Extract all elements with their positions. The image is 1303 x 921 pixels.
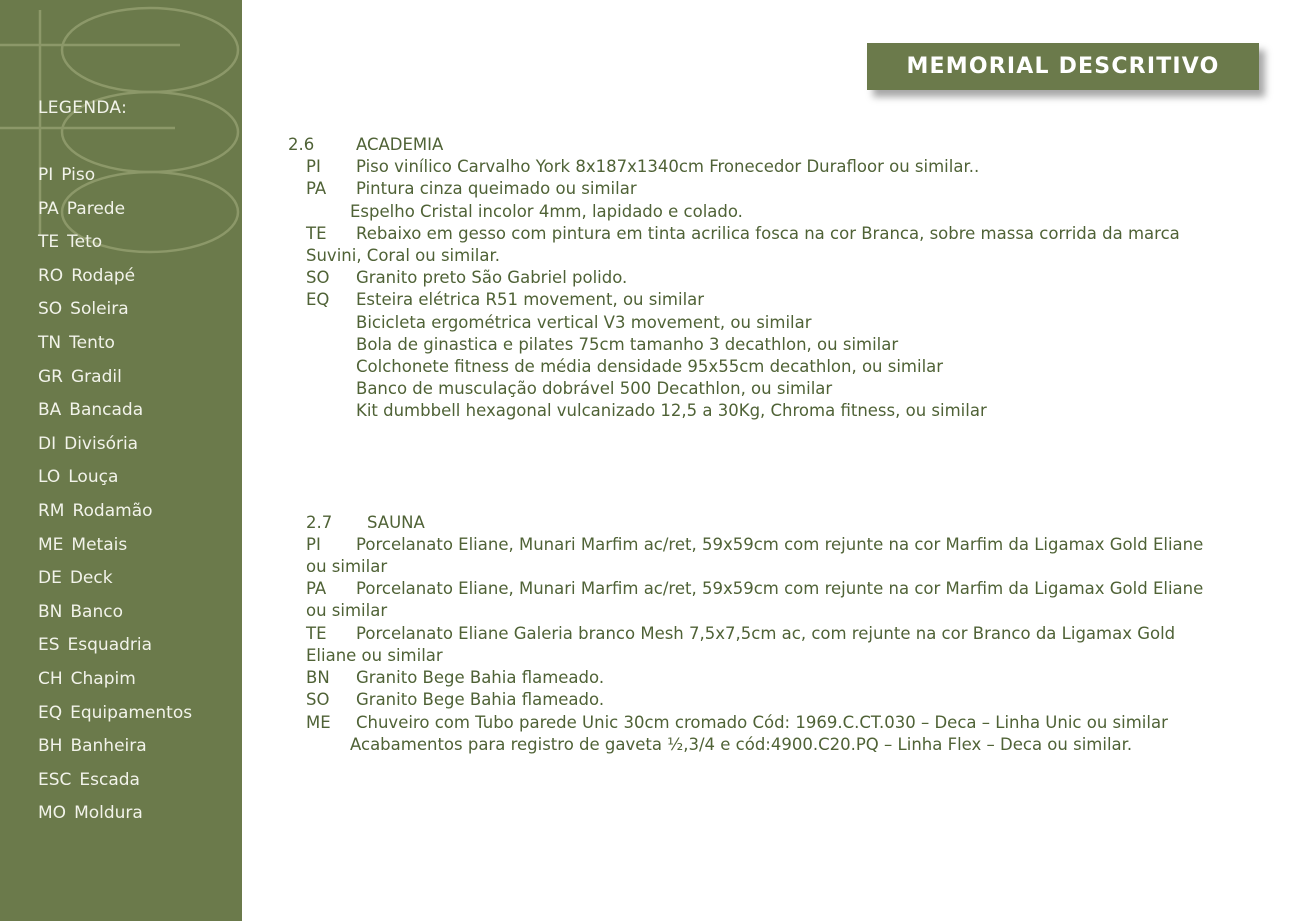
- item-code: TE: [306, 224, 327, 243]
- item-code: ME: [306, 713, 331, 732]
- item-text: Acabamentos para registro de gaveta ½,3/4 e cód:4900.C20.PQ – Linha Flex – Deca ou similar.: [350, 735, 1133, 754]
- item-code: SO: [306, 690, 330, 709]
- legend-code: CH: [38, 668, 63, 689]
- legend-label: Bancada: [69, 400, 144, 421]
- item-text: Esteira elétrica R51 movement, ou similar: [356, 290, 705, 309]
- legend-label: Tento: [69, 332, 115, 353]
- legend-code: PI: [38, 165, 54, 185]
- item-text: Porcelanato Eliane, Munari Marfim ac/ret, 59x59cm com rejunte na cor Marfim da Ligamax Gold Eliane: [356, 535, 1204, 554]
- legend-label: Teto: [67, 232, 103, 253]
- item-code: PA: [306, 579, 327, 598]
- section-number: 2.7: [306, 513, 333, 532]
- item-text: Porcelanato Eliane, Munari Marfim ac/ret, 59x59cm com rejunte na cor Marfim da Ligamax Gold Eliane: [356, 579, 1204, 598]
- item-code: BN: [306, 668, 330, 687]
- legend-code: BN: [38, 601, 63, 622]
- legend-label: Rodamão: [72, 500, 153, 521]
- item-text: Granito preto São Gabriel polido.: [356, 268, 628, 287]
- document-title: MEMORIAL DESCRITIVO: [906, 54, 1220, 79]
- item-text: ou similar: [306, 601, 388, 620]
- item-text: Bicicleta ergométrica vertical V3 movement, ou similar: [356, 313, 812, 332]
- item-text: Espelho Cristal incolor 4mm, lapidado e colado.: [350, 202, 743, 221]
- legend-code: ESC: [38, 769, 72, 790]
- item-text: Bola de ginastica e pilates 75cm tamanho 3 decathlon, ou similar: [356, 335, 899, 354]
- legend-label: Soleira: [70, 299, 129, 320]
- legend-code: LO: [38, 467, 61, 488]
- item-text: Suvini, Coral ou similar.: [306, 246, 500, 265]
- legend-code: ES: [38, 635, 60, 656]
- legend-code: TE: [38, 232, 60, 253]
- item-text: Chuveiro com Tubo parede Unic 30cm cromado Cód: 1969.C.CT.030 – Deca – Linha Unic ou similar: [356, 713, 1168, 732]
- legend-label: Parede: [66, 198, 126, 219]
- legend-code: GR: [38, 366, 63, 387]
- item-code: EQ: [306, 290, 330, 309]
- item-text: Rebaixo em gesso com pintura em tinta acrilica fosca na cor Branca, sobre massa corrida da marca: [356, 224, 1180, 243]
- item-text: Colchonete fitness de média densidade 95x55cm decathlon, ou similar: [356, 357, 944, 376]
- legend-label: Banco: [70, 601, 123, 622]
- legend-label: Piso: [61, 165, 96, 185]
- legend-label: Equipamentos: [70, 702, 193, 723]
- legend-label: Metais: [71, 534, 128, 555]
- legend-code: TN: [38, 332, 62, 353]
- item-text: Pintura cinza queimado ou similar: [356, 179, 637, 198]
- section-number: 2.6: [288, 135, 315, 154]
- section-title: ACADEMIA: [356, 135, 444, 154]
- item-text: Piso vinílico Carvalho York 8x187x1340cm Fronecedor Durafloor ou similar..: [356, 157, 980, 176]
- legend-code: DI: [38, 433, 57, 454]
- item-code: SO: [306, 268, 330, 287]
- legend-code: PA: [38, 198, 59, 219]
- legend-code: SO: [38, 299, 63, 320]
- item-code: PI: [306, 535, 321, 554]
- item-text: Eliane ou similar: [306, 646, 443, 665]
- legend-code: ME: [38, 534, 64, 555]
- legend-label: Chapim: [70, 668, 136, 689]
- legend-code: MO: [38, 803, 67, 824]
- legend-label: Rodapé: [71, 265, 136, 286]
- legend-title: LEGENDA:: [38, 98, 128, 118]
- item-text: Kit dumbbell hexagonal vulcanizado 12,5 a 30Kg, Chroma fitness, ou similar: [356, 401, 987, 420]
- legend-label: Divisória: [64, 433, 139, 454]
- item-text: Granito Bege Bahia flameado.: [356, 668, 605, 687]
- item-text: Granito Bege Bahia flameado.: [356, 690, 605, 709]
- legend-label: Esquadria: [67, 635, 153, 656]
- item-code: PA: [306, 179, 327, 198]
- legend-code: RO: [38, 265, 64, 286]
- legend-label: Louça: [68, 467, 119, 488]
- legend-code: BA: [38, 400, 62, 421]
- legend-code: BH: [38, 736, 63, 757]
- legend-code: RM: [38, 500, 65, 521]
- item-text: Banco de musculação dobrável 500 Decathlon, ou similar: [356, 379, 833, 398]
- item-code: PI: [306, 157, 321, 176]
- legend-label: Banheira: [70, 736, 147, 757]
- legend-label: Deck: [69, 568, 113, 589]
- legend-code: EQ: [38, 702, 63, 723]
- legend-label: Escada: [79, 769, 140, 790]
- legend-label: Moldura: [74, 803, 143, 824]
- legend-label: Gradil: [71, 366, 122, 387]
- item-code: TE: [306, 624, 327, 643]
- item-text: ou similar: [306, 557, 388, 576]
- legend-code: DE: [38, 568, 62, 589]
- section-title: SAUNA: [367, 513, 425, 532]
- item-text: Porcelanato Eliane Galeria branco Mesh 7,5x7,5cm ac, com rejunte na cor Branco da Ligamax Gold: [356, 624, 1176, 643]
